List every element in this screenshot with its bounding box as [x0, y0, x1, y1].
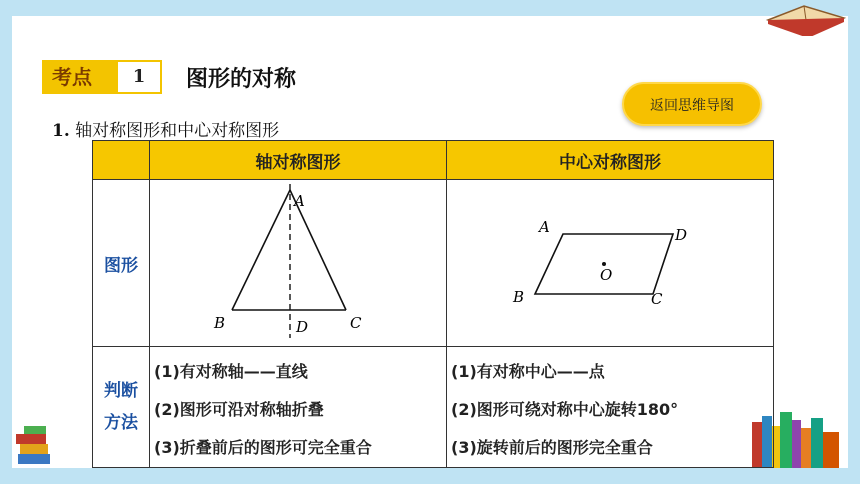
center-method-1: (1)有对称中心——点 — [451, 362, 605, 381]
axis-method-3: (3)折叠前后的图形可完全重合 — [154, 438, 372, 457]
isosceles-triangle-figure — [150, 180, 446, 342]
topic-badge — [42, 60, 120, 94]
back-to-mindmap-button[interactable]: 返回思维导图 — [622, 82, 762, 126]
label-A: A — [294, 192, 305, 210]
frame-left — [0, 0, 12, 484]
badge-label: 考点 — [52, 65, 92, 89]
center-method-cell — [447, 347, 774, 468]
header-axis-symmetric: 轴对称图形 — [150, 141, 447, 180]
corner-cell — [93, 141, 150, 180]
label-D: D — [675, 226, 688, 244]
axis-method-cell — [150, 347, 447, 468]
method-label-text: 判断方法 — [104, 381, 138, 433]
label-B: B — [513, 288, 525, 306]
axis-method-1: (1)有对称轴——直线 — [154, 362, 308, 381]
section-title: 图形的对称 — [186, 67, 297, 92]
frame-right — [848, 0, 860, 484]
open-book-icon — [764, 0, 848, 36]
subtitle-text: 轴对称图形和中心对称图形 — [75, 121, 280, 141]
book-stack-icon — [14, 424, 54, 468]
label-C: C — [651, 290, 663, 308]
row-label-figure: 图形 — [93, 180, 150, 347]
badge-number: 1 — [116, 60, 162, 94]
axis-figure-cell — [150, 180, 447, 347]
comparison-table — [92, 140, 774, 468]
parallelogram-figure — [447, 180, 773, 342]
frame-top — [0, 0, 860, 16]
label-O: O — [600, 266, 613, 284]
axis-method-2: (2)图形可沿对称轴折叠 — [154, 400, 324, 419]
label-B: B — [214, 314, 226, 332]
subtitle — [52, 116, 279, 141]
center-figure-cell — [447, 180, 774, 347]
header-center-symmetric: 中心对称图形 — [447, 141, 774, 180]
label-C: C — [350, 314, 362, 332]
center-method-3: (3)旋转前后的图形完全重合 — [451, 438, 653, 457]
center-method-2: (2)图形可绕对称中心旋转180° — [451, 400, 679, 419]
subtitle-number: 1. — [52, 121, 70, 141]
label-A: A — [539, 218, 550, 236]
frame-bottom — [0, 468, 860, 484]
label-D: D — [296, 318, 309, 336]
row-label-method — [93, 347, 150, 468]
